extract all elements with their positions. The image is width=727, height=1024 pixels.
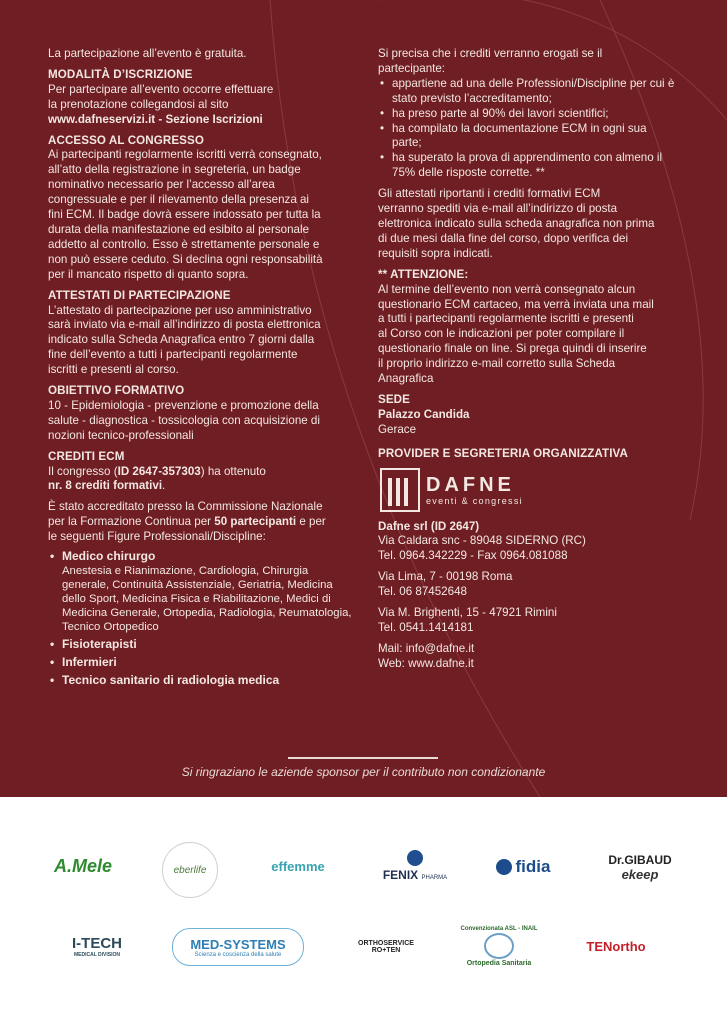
address-phone: Tel. 06 87452648 xyxy=(378,585,467,599)
sponsor-logo-fidia xyxy=(488,852,558,882)
sponsor-name: Dr.GIBAUD xyxy=(608,852,672,867)
credits-count: nr. 8 crediti formativi xyxy=(48,479,163,493)
text-line: È stato accreditato presso la Commissione Nazionale xyxy=(48,500,323,514)
sponsor-name: ekeep xyxy=(621,866,659,882)
list-item: • ha superato la prova di apprendimento con almeno il 75% delle risposte corrette. ** xyxy=(392,151,678,181)
text-span: . xyxy=(162,479,166,493)
sponsor-name: ORTHOSERVICE xyxy=(358,940,414,947)
fenix-icon xyxy=(407,850,423,866)
right-column xyxy=(378,47,678,672)
divider xyxy=(288,757,438,759)
text-line: L’attestato di partecipazione per uso amministrativo xyxy=(48,303,312,317)
list-item xyxy=(62,637,358,652)
objective-text xyxy=(48,399,358,444)
address-street: Via M. Brighenti, 15 - 47921 Rimini xyxy=(378,606,557,620)
company-name: Dafne srl (ID 2647) xyxy=(378,519,480,533)
certificates-shipping-text xyxy=(378,187,678,262)
accreditation-text xyxy=(48,500,358,545)
section-title-certificates: ATTESTATI DI PARTECIPAZIONE xyxy=(48,288,231,302)
text-line: questionario ECM cartaceo, ma verrà inviata una mail xyxy=(378,297,654,311)
text-line: il proprio indirizzo e-mail corretto sulla Scheda xyxy=(378,357,616,371)
sponsor-logo-gibaud xyxy=(600,844,680,890)
profession-name: Tecnico sanitario di radiologia medica xyxy=(62,672,280,687)
text-line: di due mesi dalla fine del corso, dopo verifica dei xyxy=(378,231,629,245)
address-block xyxy=(378,570,678,600)
sponsor-name: fidia xyxy=(515,857,551,876)
sponsor-logo-tenortho xyxy=(576,934,656,958)
text-line: questionario finale on line. Si prega quindi di inserire xyxy=(378,342,647,356)
text-span: per la Formazione Continua per xyxy=(48,515,215,529)
sponsor-name: Ortopedia Sanitaria xyxy=(466,959,532,967)
list-item: • ha compilato la documentazione ECM in ogni sua parte; xyxy=(392,122,678,152)
text-span: Il congresso ( xyxy=(48,464,118,478)
text-line: elettronica indicato sulla scheda anagrafica non prima xyxy=(378,216,655,230)
address-street: Via Lima, 7 - 00198 Roma xyxy=(378,570,513,584)
registration-link[interactable]: www.dafneservizi.it - Sezione Iscrizioni xyxy=(48,112,263,126)
text-line: 10 - Epidemiologia - prevenzione e promozione della xyxy=(48,398,319,412)
text-line: durata della manifestazione ed esibito al personale xyxy=(48,222,310,236)
sponsor-logo-orthoservice xyxy=(346,932,426,962)
sponsor-subtitle: Convenzionata ASL - INAIL xyxy=(460,925,538,932)
text-line: fini ECM. Il badge dovrà essere indossato per tutta la xyxy=(48,208,321,222)
text-line: Si precisa che i crediti verranno erogati se il xyxy=(378,47,603,60)
sponsor-logo-itech xyxy=(62,930,132,962)
venue-city: Gerace xyxy=(378,422,417,436)
profession-name: Fisioterapisti xyxy=(62,637,137,651)
section-title-objective: OBIETTIVO FORMATIVO xyxy=(48,384,185,398)
text-line: indicato sulla Scheda Anagrafica entro 7 giorni dalla xyxy=(48,333,315,347)
text-line: Al termine dell’evento non verrà consegnato alcun xyxy=(378,282,636,296)
venue-place: Palazzo Candida xyxy=(378,407,470,421)
sponsor-name: MED-SYSTEMS xyxy=(190,936,286,952)
text-line: partecipante: xyxy=(378,61,446,75)
section-title-credits: CREDITI ECM xyxy=(48,449,125,463)
sponsor-name: eberlife xyxy=(173,864,207,876)
attention-text xyxy=(378,283,678,387)
text-line: nozioni tecnico-professionali xyxy=(48,428,194,442)
address-street: Via Caldara snc - 89048 SIDERNO (RC) xyxy=(378,534,586,548)
text-line: salute - diagnostica - tossicologia con acquisizione di xyxy=(48,413,320,427)
list-item xyxy=(62,655,358,670)
section-title-registration: MODALITÀ D’ISCRIZIONE xyxy=(48,67,193,81)
text-span: e per xyxy=(296,515,326,529)
dafne-logo xyxy=(380,468,678,512)
conditions-list xyxy=(378,77,678,181)
venue-title: SEDE xyxy=(378,392,410,406)
globe-icon xyxy=(496,859,512,875)
sponsor-name: I-TECH xyxy=(72,934,122,952)
logo-subtitle: eventi & congressi xyxy=(426,495,523,506)
sponsor-logo-fenix xyxy=(380,846,450,886)
sponsor-name: A.Mele xyxy=(53,855,113,876)
text-line: a tutti i partecipanti regolarmente iscritti e presenti xyxy=(378,312,634,326)
intro-text: La partecipazione all’evento è gratuita. xyxy=(48,47,247,60)
address-block xyxy=(378,606,678,636)
access-text xyxy=(48,148,358,282)
profession-name: Medico chirurgo xyxy=(62,549,156,564)
text-line: la prenotazione collegandosi al sito xyxy=(48,97,229,111)
list-item: • appartiene ad una delle Professioni/Discipline per cui è stato previsto l’accreditamento; xyxy=(392,77,678,107)
provider-title: PROVIDER E SEGRETERIA ORGANIZZATIVA xyxy=(378,446,628,460)
text-line: iscritti e presenti al corso. xyxy=(48,363,179,377)
list-item xyxy=(62,673,358,688)
section-title-access: ACCESSO AL CONGRESSO xyxy=(48,133,204,147)
email-link[interactable]: Mail: info@dafne.it xyxy=(378,641,475,655)
text-line: le seguenti Figure Professionali/Discipline: xyxy=(48,530,266,544)
text-line: Ai partecipanti regolarmente iscritti verrà consegnato, xyxy=(48,148,322,162)
text-line: fine dell’evento a tutti i partecipanti regolarmente xyxy=(48,348,298,362)
text-line: al Corso con le indicazioni per poter compilare il xyxy=(378,327,625,341)
sponsor-name: FENIX xyxy=(382,868,419,882)
sponsor-logo-effemme xyxy=(258,848,338,884)
credits-conditions-intro xyxy=(378,47,678,77)
address-phone: Tel. 0964.342229 - Fax 0964.081088 xyxy=(378,549,568,563)
sponsor-name: TENortho xyxy=(586,938,646,954)
address-phone: Tel. 0541.1414181 xyxy=(378,621,474,634)
profession-detail: Anestesia e Rianimazione, Cardiologia, Chirurgia generale, Continuità Assistenziale, Geriatria, Medicina dello Sport, Medicina Fisica e Riabilitazione, Medici di Medicina Generale, Ortopedia, Radiologia, Reumatologia, Tecnico Ortopedico xyxy=(62,565,352,633)
sponsor-thanks: Si ringraziano le aziende sponsor per il contributo non condizionante xyxy=(181,765,546,779)
credits-text xyxy=(48,465,358,495)
text-line: non può essere ceduto. Si declina ogni responsabilità xyxy=(48,252,323,266)
sponsor-name: effemme xyxy=(271,858,325,874)
badge-icon xyxy=(484,933,514,959)
profession-name: Infermieri xyxy=(62,654,117,669)
sponsor-logo-medsystems xyxy=(172,928,304,966)
text-span: ) ha ottenuto xyxy=(200,464,266,478)
text-line: congressuale e per il rilevamento della presenza ai xyxy=(48,193,310,207)
text-line: Gli attestati riportanti i crediti formativi ECM xyxy=(378,187,601,201)
sponsor-logo-eberlife xyxy=(162,842,218,898)
professions-list xyxy=(48,549,358,688)
text-line: all’atto della registrazione in segreteria, un badge xyxy=(48,163,301,177)
logo-name: DAFNE xyxy=(426,473,515,496)
sponsor-subtitle: RO+TEN xyxy=(371,947,401,954)
text-line: sarà inviato via e-mail all’indirizzo di posta elettronica xyxy=(48,318,321,332)
text-line: verranno spediti via e-mail all’indirizzo di posta xyxy=(378,202,618,216)
address-block xyxy=(378,534,678,564)
sponsor-subtitle: MEDICAL DIVISION xyxy=(73,951,121,958)
left-column xyxy=(48,47,358,694)
list-item: • ha preso parte al 90% dei lavori scientifici; xyxy=(392,107,678,122)
sponsor-logo-amele xyxy=(48,848,118,884)
registration-text xyxy=(48,83,358,128)
text-line: Per partecipare all’evento occorre effettuare xyxy=(48,82,274,96)
sponsor-subtitle: Scienza e coscienza della salute xyxy=(194,951,282,958)
text-line: per il mancato rispetto di quanto sopra. xyxy=(48,267,249,281)
certificates-text xyxy=(48,304,358,379)
sponsor-subtitle: PHARMA xyxy=(421,875,448,881)
attention-title: ** ATTENZIONE: xyxy=(378,267,469,281)
web-link[interactable]: Web: www.dafne.it xyxy=(378,656,474,670)
congress-id: ID 2647-357303 xyxy=(117,464,201,478)
list-item xyxy=(62,549,358,634)
text-line: nominativo necessario per l’accesso all’area xyxy=(48,178,275,192)
sponsor-logo-ortopedia xyxy=(460,920,538,972)
participants-count: 50 partecipanti xyxy=(214,515,297,529)
text-line: addetto al controllo. Esso è strettamente personale e xyxy=(48,237,320,251)
column-icon xyxy=(380,468,420,512)
text-line: requisiti sopra indicati. xyxy=(378,246,493,260)
text-line: Anagrafica xyxy=(378,372,434,386)
